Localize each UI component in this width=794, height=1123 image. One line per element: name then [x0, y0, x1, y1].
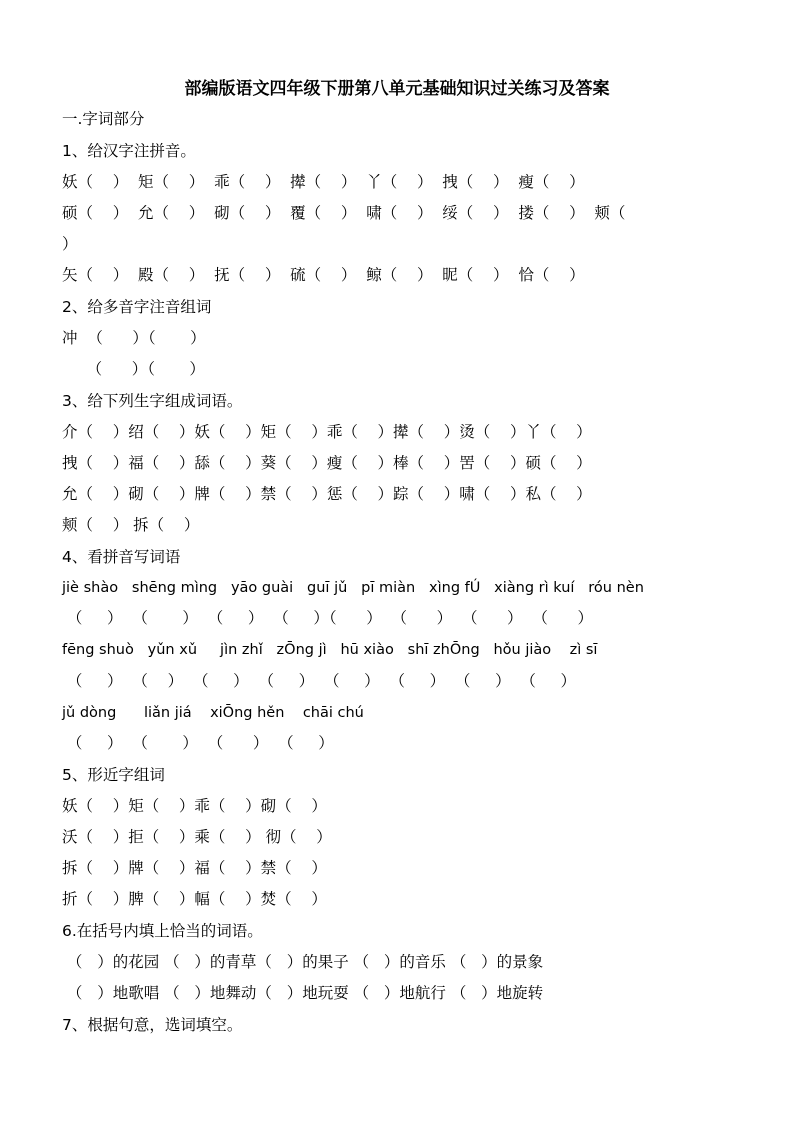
q6-row-1: （ ）的花园 （ ）的青草（ ）的果子 （ ）的音乐 （ ）的景象	[62, 953, 544, 971]
q5-row-3: 拆（ ）牌（ ）福（ ）禁（ ）	[62, 859, 327, 877]
q2-row-1: 冲 （ ）（ ）	[62, 329, 206, 347]
q6-row-2: （ ）地歌唱 （ ）地舞动（ ）地玩耍 （ ）地航行 （ ）地旋转	[62, 984, 544, 1002]
q4-pinyin-row-1: jiè shào shēng mìng yāo guài guī jǔ pī miàn xìng fÚ xiàng rì kuí róu nèn	[62, 580, 644, 596]
page-title: 部编版语文四年级下册第八单元基础知识过关练习及答案	[184, 79, 610, 99]
q3-row-4: 颊（ ） 拆（ ）	[62, 516, 200, 534]
q3-row-3: 允（ ）砌（ ）牌（ ）禁（ ）惩（ ）踪（ ）啸（ ）私（ ）	[62, 485, 592, 503]
q4-heading: 4、看拼音写词语	[62, 548, 181, 566]
q3-row-1: 介（ ）绍（ ）妖（ ）矩（ ）乖（ ）撵（ ）烫（ ）丫（ ）	[62, 423, 592, 441]
q5-row-1: 妖（ ）矩（ ）乖（ ）砌（ ）	[62, 797, 327, 815]
q2-row-2: （ ）（ ）	[62, 360, 205, 378]
q1-row-1: 妖（ ） 矩（ ） 乖（ ） 撵（ ） 丫（ ） 拽（ ） 瘦（ ）	[62, 173, 585, 191]
q1-row-2-wrap: ）	[62, 235, 78, 253]
q5-row-2: 沃（ ）拒（ ）乘（ ） 彻（ ）	[62, 828, 332, 846]
q2-heading: 2、给多音字注音组词	[62, 298, 212, 316]
q4-blanks-row-1: （ ） （ ） （ ） （ ）（ ） （ ） （ ） （ ）	[62, 609, 593, 627]
section-heading-words: 一.字词部分	[62, 110, 145, 128]
q4-pinyin-row-2: fēng shuò yǔn xǔ jìn zhǐ zŌng jì hū xiào shī zhŌng hǒu jiào zì sī	[62, 642, 598, 658]
q3-heading: 3、给下列生字组成词语。	[62, 392, 243, 410]
q7-heading: 7、根据句意，选词填空。	[62, 1016, 243, 1034]
q3-row-2: 拽（ ）福（ ）舔（ ）葵（ ）瘦（ ）棒（ ）罟（ ）硕（ ）	[62, 454, 592, 472]
q4-blanks-row-2: （ ） （ ） （ ） （ ） （ ） （ ） （ ） （ ）	[62, 672, 577, 690]
q1-row-3: 矢（ ） 殿（ ） 抚（ ） 硫（ ） 鲸（ ） 昵（ ） 恰（ ）	[62, 266, 585, 284]
q1-heading: 1、给汉字注拼音。	[62, 142, 196, 160]
q1-row-2: 硕（ ） 允（ ） 砌（ ） 覆（ ） 啸（ ） 绥（ ） 搂（ ） 颊（	[62, 204, 626, 222]
q5-heading: 5、形近字组词	[62, 766, 165, 784]
q4-blanks-row-3: （ ） （ ） （ ） （ ）	[62, 734, 334, 752]
q5-row-4: 折（ ）脾（ ）幅（ ）焚（ ）	[62, 890, 327, 908]
q6-heading: 6.在括号内填上恰当的词语。	[62, 922, 263, 940]
q4-pinyin-row-3: jǔ dòng liǎn jiá xiŌng hěn chāi chú	[62, 705, 364, 721]
